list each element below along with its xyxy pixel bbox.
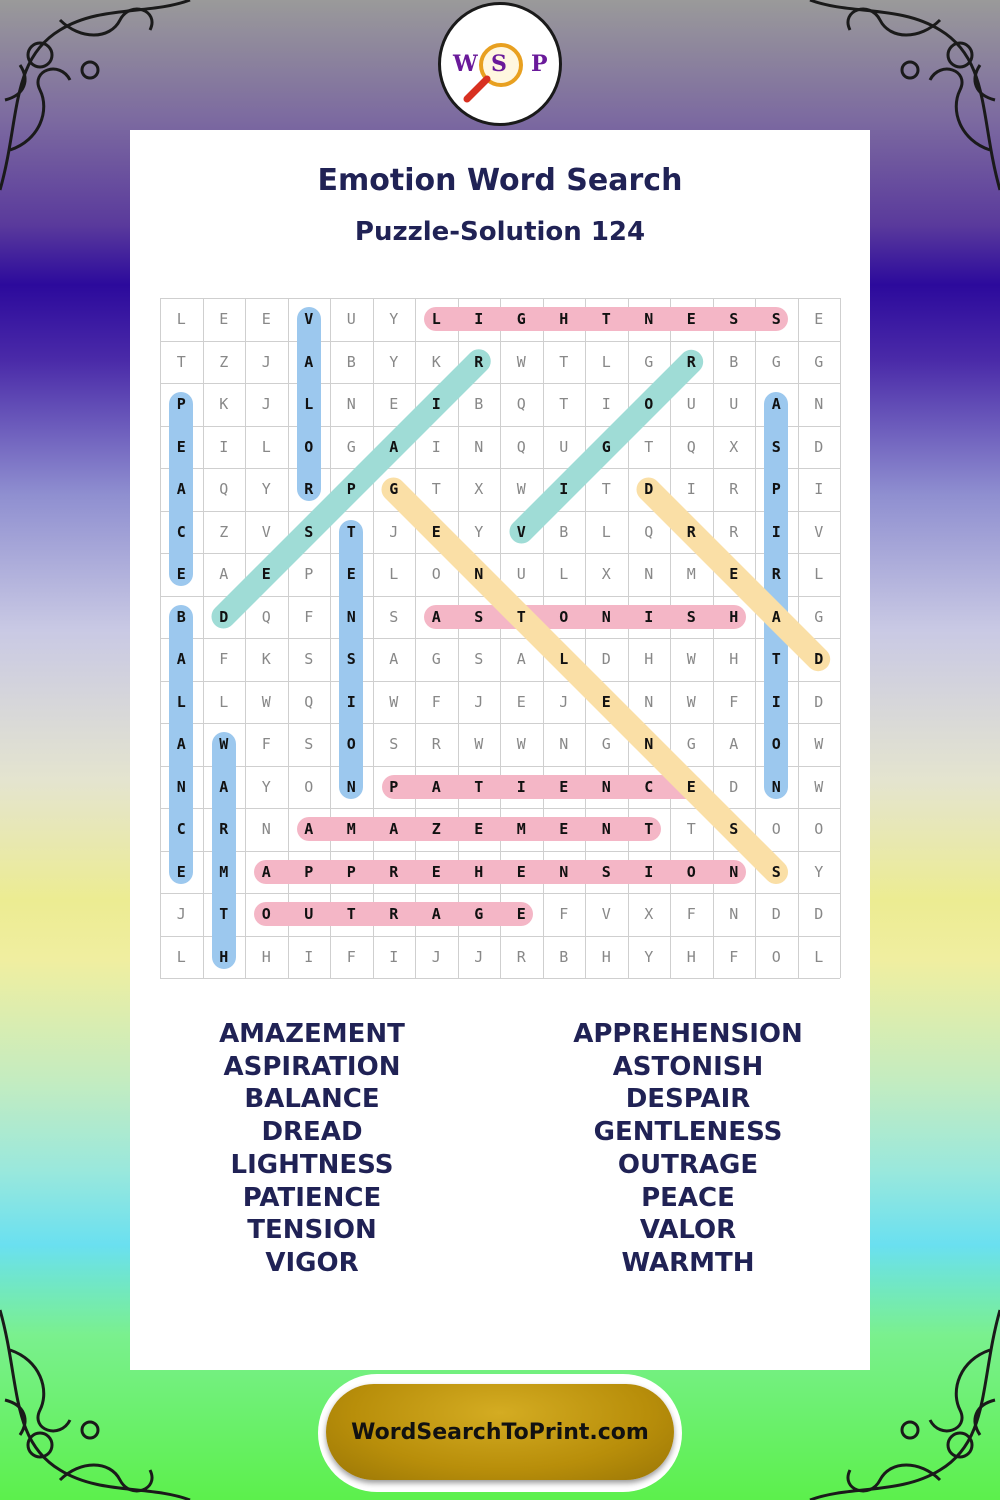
grid-cell: D <box>814 650 824 669</box>
grid-cell: S <box>389 607 399 626</box>
grid-cell: H <box>601 947 611 966</box>
grid-cell: Y <box>261 480 271 499</box>
word-list-item: ASTONISH <box>612 1051 764 1082</box>
grid-cell: P <box>304 565 314 584</box>
grid-cell: E <box>686 777 696 796</box>
grid-cell: N <box>771 777 781 796</box>
grid-cell: V <box>261 522 271 541</box>
grid-cell: E <box>261 310 271 329</box>
grid-cell: N <box>261 820 271 839</box>
grid-cell: W <box>474 735 484 754</box>
grid-cell: I <box>559 480 569 499</box>
grid-cell: L <box>176 310 186 329</box>
grid-cell: E <box>346 565 356 584</box>
word-list-item: LIGHTNESS <box>230 1149 394 1180</box>
grid-cell: Z <box>431 820 441 839</box>
grid-cell: B <box>176 607 186 626</box>
grid-cell: F <box>729 692 739 711</box>
grid-cell: A <box>431 777 441 796</box>
grid-cell: L <box>431 310 441 329</box>
grid-cell: Y <box>261 777 271 796</box>
grid-cell: O <box>771 820 781 839</box>
grid-cell: E <box>176 565 186 584</box>
grid-cell: B <box>559 947 569 966</box>
grid-cell: R <box>389 905 399 924</box>
grid-cell: Q <box>686 437 696 456</box>
grid-cell: J <box>261 395 271 414</box>
grid-cell: Y <box>644 947 654 966</box>
grid-cell: V <box>814 522 824 541</box>
grid-cell: S <box>729 820 739 839</box>
grid-cell: S <box>474 607 484 626</box>
grid-cell: D <box>771 905 781 924</box>
grid-cell: T <box>219 905 229 924</box>
grid-cell: A <box>516 650 526 669</box>
grid-cell: A <box>176 650 186 669</box>
word-list-left <box>162 1018 462 1280</box>
grid-cell: S <box>474 650 484 669</box>
grid-cell: L <box>559 650 569 669</box>
grid-cell: B <box>346 352 356 371</box>
grid-cell: W <box>261 692 271 711</box>
grid-cell: A <box>729 735 739 754</box>
grid-cell: O <box>304 777 314 796</box>
grid-cell: W <box>814 735 824 754</box>
grid-cell: L <box>219 692 229 711</box>
grid-cell: P <box>346 862 356 881</box>
grid-cell: R <box>729 480 739 499</box>
grid-cell: T <box>516 607 526 626</box>
grid-cell: L <box>176 692 186 711</box>
grid-cell: U <box>686 395 696 414</box>
grid-cell: T <box>559 395 569 414</box>
grid-cell: M <box>346 820 356 839</box>
grid-cell: L <box>601 352 611 371</box>
grid-cell: G <box>814 607 824 626</box>
grid-cell: G <box>644 352 654 371</box>
grid-cell: A <box>431 607 441 626</box>
grid-cell: H <box>644 650 654 669</box>
grid-cell: F <box>686 905 696 924</box>
grid-cell: Q <box>304 692 314 711</box>
grid-cell: O <box>304 437 314 456</box>
grid-cell: H <box>729 650 739 669</box>
grid-cell: A <box>219 777 229 796</box>
grid-cell: V <box>601 905 611 924</box>
grid-cell: M <box>516 820 526 839</box>
grid-cell: Q <box>516 395 526 414</box>
grid-cell: S <box>304 522 314 541</box>
grid-cell: I <box>431 395 441 414</box>
grid-cell: S <box>304 650 314 669</box>
grid-cell: T <box>644 437 654 456</box>
word-list-right <box>538 1018 838 1280</box>
grid-cell: T <box>644 820 654 839</box>
grid-cell: L <box>176 947 186 966</box>
grid-cell: E <box>516 862 526 881</box>
grid-cell: T <box>559 352 569 371</box>
grid-cell: J <box>474 947 484 966</box>
word-list-item: VALOR <box>639 1215 737 1246</box>
grid-cell: A <box>304 352 314 371</box>
grid-cell: U <box>346 310 356 329</box>
word-list-item: GENTLENESS <box>593 1117 783 1148</box>
grid-cell: N <box>729 905 739 924</box>
grid-cell: N <box>814 395 824 414</box>
grid-cell: E <box>686 310 696 329</box>
grid-cell: L <box>559 565 569 584</box>
grid-cell: I <box>771 692 781 711</box>
grid-cell: D <box>644 480 654 499</box>
grid-cell: S <box>601 862 611 881</box>
grid-cell: V <box>516 522 526 541</box>
website-label: WordSearchToPrint.com <box>326 1384 674 1480</box>
grid-cell: Y <box>814 862 824 881</box>
grid-cell: J <box>474 692 484 711</box>
word-list-item: WARMTH <box>621 1247 755 1278</box>
grid-cell: M <box>219 862 229 881</box>
grid-cell: O <box>644 395 654 414</box>
grid-cell: Y <box>389 310 399 329</box>
grid-cell: E <box>389 395 399 414</box>
grid-cell: R <box>686 522 696 541</box>
grid-cell: A <box>304 820 314 839</box>
grid-cell: F <box>729 947 739 966</box>
grid-cell: A <box>431 905 441 924</box>
grid-cell: T <box>346 522 356 541</box>
word-list-item: VIGOR <box>265 1247 359 1278</box>
grid-cell: M <box>686 565 696 584</box>
grid-cell: I <box>474 310 484 329</box>
grid-cell: I <box>389 947 399 966</box>
grid-cell: N <box>346 777 356 796</box>
grid-cell: N <box>644 565 654 584</box>
grid-cell: R <box>771 565 781 584</box>
grid-cell: S <box>389 735 399 754</box>
grid-cell: N <box>559 862 569 881</box>
word-list-item: BALANCE <box>244 1084 380 1115</box>
grid-cell: N <box>346 395 356 414</box>
grid-cell: A <box>771 607 781 626</box>
grid-cell: K <box>431 352 441 371</box>
grid-cell: H <box>261 947 271 966</box>
grid-cell: Q <box>261 607 271 626</box>
word-list-item: PATIENCE <box>242 1182 382 1213</box>
grid-cell: H <box>559 310 569 329</box>
grid-line <box>160 978 840 979</box>
grid-cell: N <box>601 820 611 839</box>
grid-cell: D <box>814 905 824 924</box>
grid-cell: D <box>814 692 824 711</box>
website-button[interactable] <box>318 1374 682 1492</box>
grid-cell: C <box>176 820 186 839</box>
grid-cell: P <box>389 777 399 796</box>
grid-cell: U <box>729 395 739 414</box>
grid-cell: B <box>474 395 484 414</box>
grid-cell: R <box>304 480 314 499</box>
grid-cell: F <box>559 905 569 924</box>
grid-cell: O <box>346 735 356 754</box>
grid-cell: A <box>771 395 781 414</box>
grid-cell: C <box>176 522 186 541</box>
page-subtitle: Puzzle-Solution 124 <box>354 217 646 247</box>
grid-cell: A <box>176 480 186 499</box>
grid-cell: H <box>686 947 696 966</box>
grid-cell: O <box>686 862 696 881</box>
grid-cell: X <box>644 905 654 924</box>
grid-cell: E <box>516 692 526 711</box>
grid-cell: I <box>644 607 654 626</box>
grid-cell: L <box>601 522 611 541</box>
grid-cell: Q <box>516 437 526 456</box>
grid-cell: N <box>644 735 654 754</box>
grid-cell: W <box>516 480 526 499</box>
grid-cell: I <box>771 522 781 541</box>
grid-cell: T <box>431 480 441 499</box>
grid-cell: N <box>601 607 611 626</box>
grid-cell: N <box>346 607 356 626</box>
grid-cell: E <box>729 565 739 584</box>
grid-cell: A <box>389 820 399 839</box>
grid-cell: S <box>771 862 781 881</box>
grid-cell: H <box>474 862 484 881</box>
grid-cell: E <box>176 862 186 881</box>
grid-cell: R <box>389 862 399 881</box>
grid-cell: J <box>559 692 569 711</box>
grid-cell: G <box>771 352 781 371</box>
grid-cell: I <box>304 947 314 966</box>
grid-cell: S <box>346 650 356 669</box>
grid-cell: P <box>346 480 356 499</box>
grid-cell: D <box>219 607 229 626</box>
grid-cell: T <box>601 480 611 499</box>
logo-letter-w: W <box>453 51 478 77</box>
grid-cell: C <box>644 777 654 796</box>
grid-cell: Y <box>389 352 399 371</box>
grid-cell: K <box>219 395 229 414</box>
grid-cell: G <box>601 437 611 456</box>
grid-cell: A <box>261 862 271 881</box>
grid-cell: O <box>261 905 271 924</box>
grid-cell: E <box>814 310 824 329</box>
grid-cell: E <box>261 565 271 584</box>
grid-cell: L <box>304 395 314 414</box>
grid-cell: Y <box>474 522 484 541</box>
grid-cell: F <box>304 607 314 626</box>
word-search-grid <box>160 298 840 978</box>
grid-cell: H <box>219 947 229 966</box>
grid-cell: N <box>729 862 739 881</box>
grid-cell: A <box>219 565 229 584</box>
grid-cell: W <box>814 777 824 796</box>
grid-cell: R <box>686 352 696 371</box>
grid-cell: H <box>729 607 739 626</box>
grid-cell: N <box>644 692 654 711</box>
grid-cell: T <box>686 820 696 839</box>
grid-cell: O <box>771 947 781 966</box>
grid-cell: F <box>261 735 271 754</box>
grid-cell: N <box>176 777 186 796</box>
grid-cell: R <box>474 352 484 371</box>
word-list-item: DREAD <box>261 1117 363 1148</box>
grid-cell: Z <box>219 352 229 371</box>
grid-cell: D <box>814 437 824 456</box>
grid-cell: E <box>431 522 441 541</box>
grid-cell: G <box>601 735 611 754</box>
grid-cell: I <box>601 395 611 414</box>
grid-cell: S <box>686 607 696 626</box>
grid-cell: I <box>814 480 824 499</box>
grid-cell: I <box>516 777 526 796</box>
grid-cell: X <box>729 437 739 456</box>
grid-line <box>840 298 841 978</box>
grid-cell: N <box>474 565 484 584</box>
grid-cell: B <box>559 522 569 541</box>
grid-cell: G <box>814 352 824 371</box>
grid-cell: S <box>771 310 781 329</box>
grid-cell: G <box>686 735 696 754</box>
word-list-item: DESPAIR <box>625 1084 751 1115</box>
grid-cell: G <box>516 310 526 329</box>
grid-cell: O <box>771 735 781 754</box>
grid-cell: E <box>601 692 611 711</box>
grid-cell: W <box>686 692 696 711</box>
grid-cell: I <box>219 437 229 456</box>
grid-cell: O <box>559 607 569 626</box>
grid-cell: W <box>219 735 229 754</box>
grid-cell: O <box>431 565 441 584</box>
grid-cell: F <box>431 692 441 711</box>
grid-cell: X <box>601 565 611 584</box>
grid-cell: T <box>601 310 611 329</box>
grid-cell: X <box>474 480 484 499</box>
grid-cell: E <box>559 777 569 796</box>
grid-cell: E <box>176 437 186 456</box>
grid-cell: U <box>516 565 526 584</box>
grid-cell: E <box>474 820 484 839</box>
grid-cell: D <box>729 777 739 796</box>
grid-cell: N <box>559 735 569 754</box>
grid-cell: F <box>219 650 229 669</box>
logo-letter-p: P <box>531 51 548 77</box>
grid-cell: U <box>559 437 569 456</box>
grid-cell: N <box>644 310 654 329</box>
grid-cell: W <box>516 735 526 754</box>
word-list-item: TENSION <box>247 1215 377 1246</box>
grid-cell: G <box>431 650 441 669</box>
grid-cell: V <box>304 310 314 329</box>
grid-cell: N <box>601 777 611 796</box>
grid-cell: W <box>516 352 526 371</box>
logo-letter-s: S <box>491 51 507 77</box>
grid-cell: G <box>346 437 356 456</box>
grid-cell: S <box>304 735 314 754</box>
grid-cell: G <box>389 480 399 499</box>
grid-cell: Q <box>219 480 229 499</box>
word-list-item: PEACE <box>641 1182 735 1213</box>
grid-cell: A <box>389 437 399 456</box>
grid-cell: P <box>771 480 781 499</box>
grid-cell: D <box>601 650 611 669</box>
grid-cell: R <box>729 522 739 541</box>
grid-cell: E <box>219 310 229 329</box>
grid-cell: B <box>729 352 739 371</box>
grid-cell: E <box>431 862 441 881</box>
grid-cell: J <box>176 905 186 924</box>
grid-cell: R <box>516 947 526 966</box>
grid-cell: G <box>474 905 484 924</box>
grid-cell: O <box>814 820 824 839</box>
grid-cell: E <box>516 905 526 924</box>
grid-cell: T <box>176 352 186 371</box>
grid-cell: L <box>814 947 824 966</box>
page-title: Emotion Word Search <box>317 163 683 198</box>
grid-cell: T <box>771 650 781 669</box>
grid-cell: J <box>261 352 271 371</box>
grid-cell: J <box>431 947 441 966</box>
grid-cell: R <box>219 820 229 839</box>
grid-cell: A <box>389 650 399 669</box>
grid-cell: T <box>474 777 484 796</box>
wsp-logo <box>438 2 562 126</box>
word-list-item: APPREHENSION <box>573 1019 803 1049</box>
grid-cell: S <box>729 310 739 329</box>
grid-cell: K <box>261 650 271 669</box>
grid-cell: W <box>686 650 696 669</box>
grid-cell: I <box>686 480 696 499</box>
grid-cell: L <box>261 437 271 456</box>
grid-cell: I <box>346 692 356 711</box>
grid-cell: W <box>389 692 399 711</box>
grid-cell: N <box>474 437 484 456</box>
grid-cell: R <box>431 735 441 754</box>
word-list-item: ASPIRATION <box>223 1051 401 1082</box>
grid-cell: I <box>431 437 441 456</box>
word-list-item: OUTRAGE <box>617 1149 759 1180</box>
grid-cell: S <box>771 437 781 456</box>
grid-cell: Z <box>219 522 229 541</box>
grid-cell: L <box>814 565 824 584</box>
grid-cell: P <box>304 862 314 881</box>
grid-cell: J <box>389 522 399 541</box>
grid-cell: E <box>559 820 569 839</box>
grid-cell: I <box>644 862 654 881</box>
grid-cell: T <box>346 905 356 924</box>
word-list-item: AMAZEMENT <box>219 1019 405 1049</box>
grid-cell: A <box>176 735 186 754</box>
grid-cell: F <box>346 947 356 966</box>
grid-cell: U <box>304 905 314 924</box>
grid-cell: Q <box>644 522 654 541</box>
grid-cell: P <box>176 395 186 414</box>
grid-cell: L <box>389 565 399 584</box>
